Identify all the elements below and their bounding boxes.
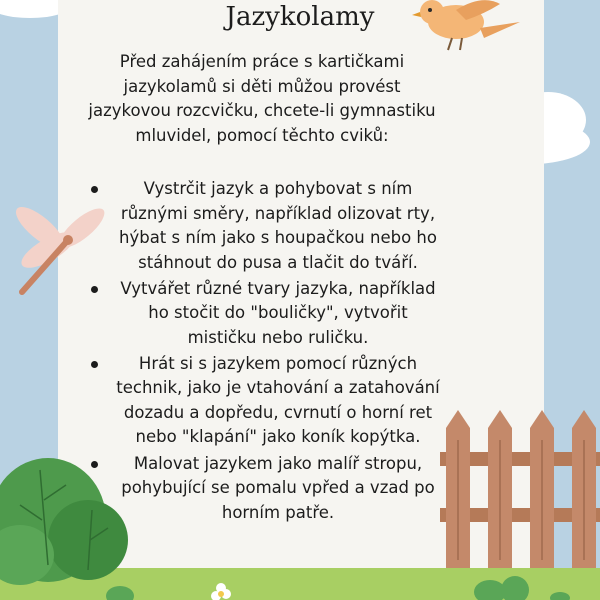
list-item-line: nebo "klapání" jako koník kopýtka. <box>135 427 421 446</box>
bullet-point <box>91 186 98 193</box>
page-title: Jazykolamy <box>225 2 375 32</box>
bullet-point <box>91 361 98 368</box>
list-item-line: dozadu a dopředu, cvrnutí o horní ret <box>123 403 433 422</box>
list-item-line: technik, jako je vtahování a zatahování <box>116 378 440 397</box>
list-item-line: ho stočit do "bouličky", vytvořit <box>148 303 408 322</box>
list-item-line: horním patře. <box>221 503 335 522</box>
bullet-point <box>91 461 98 468</box>
intro-line: jazykolamů si děti můžou provést <box>123 76 401 96</box>
list-item-line: různými směry, například olizovat rty, <box>120 204 436 223</box>
bullet-point <box>91 286 98 293</box>
list-item-line: Vytvářet různé tvary jazyka, například <box>120 279 436 298</box>
list-item-line: mističku nebo ruličku. <box>187 328 369 347</box>
list-item-line: pohybující se pomalu vpřed a vzad po <box>121 478 435 497</box>
intro-line: mluvidel, pomocí těchto cviků: <box>135 125 389 145</box>
intro-line: jazykovou rozcvičku, chcete-li gymnastiku <box>88 101 436 120</box>
list-item-line: stáhnout do pusa a tlačit do tváří. <box>138 253 418 272</box>
intro-line: Před zahájením práce s kartičkami <box>119 52 405 71</box>
list-item-line: Hrát si s jazykem pomocí různých <box>138 354 418 373</box>
list-item-line: Vystrčit jazyk a pohybovat s ním <box>143 179 413 198</box>
list-item-line: Malovat jazykem jako malíř stropu, <box>133 454 423 473</box>
list-item-line: hýbat s ním jako s houpačkou nebo ho <box>119 228 437 247</box>
